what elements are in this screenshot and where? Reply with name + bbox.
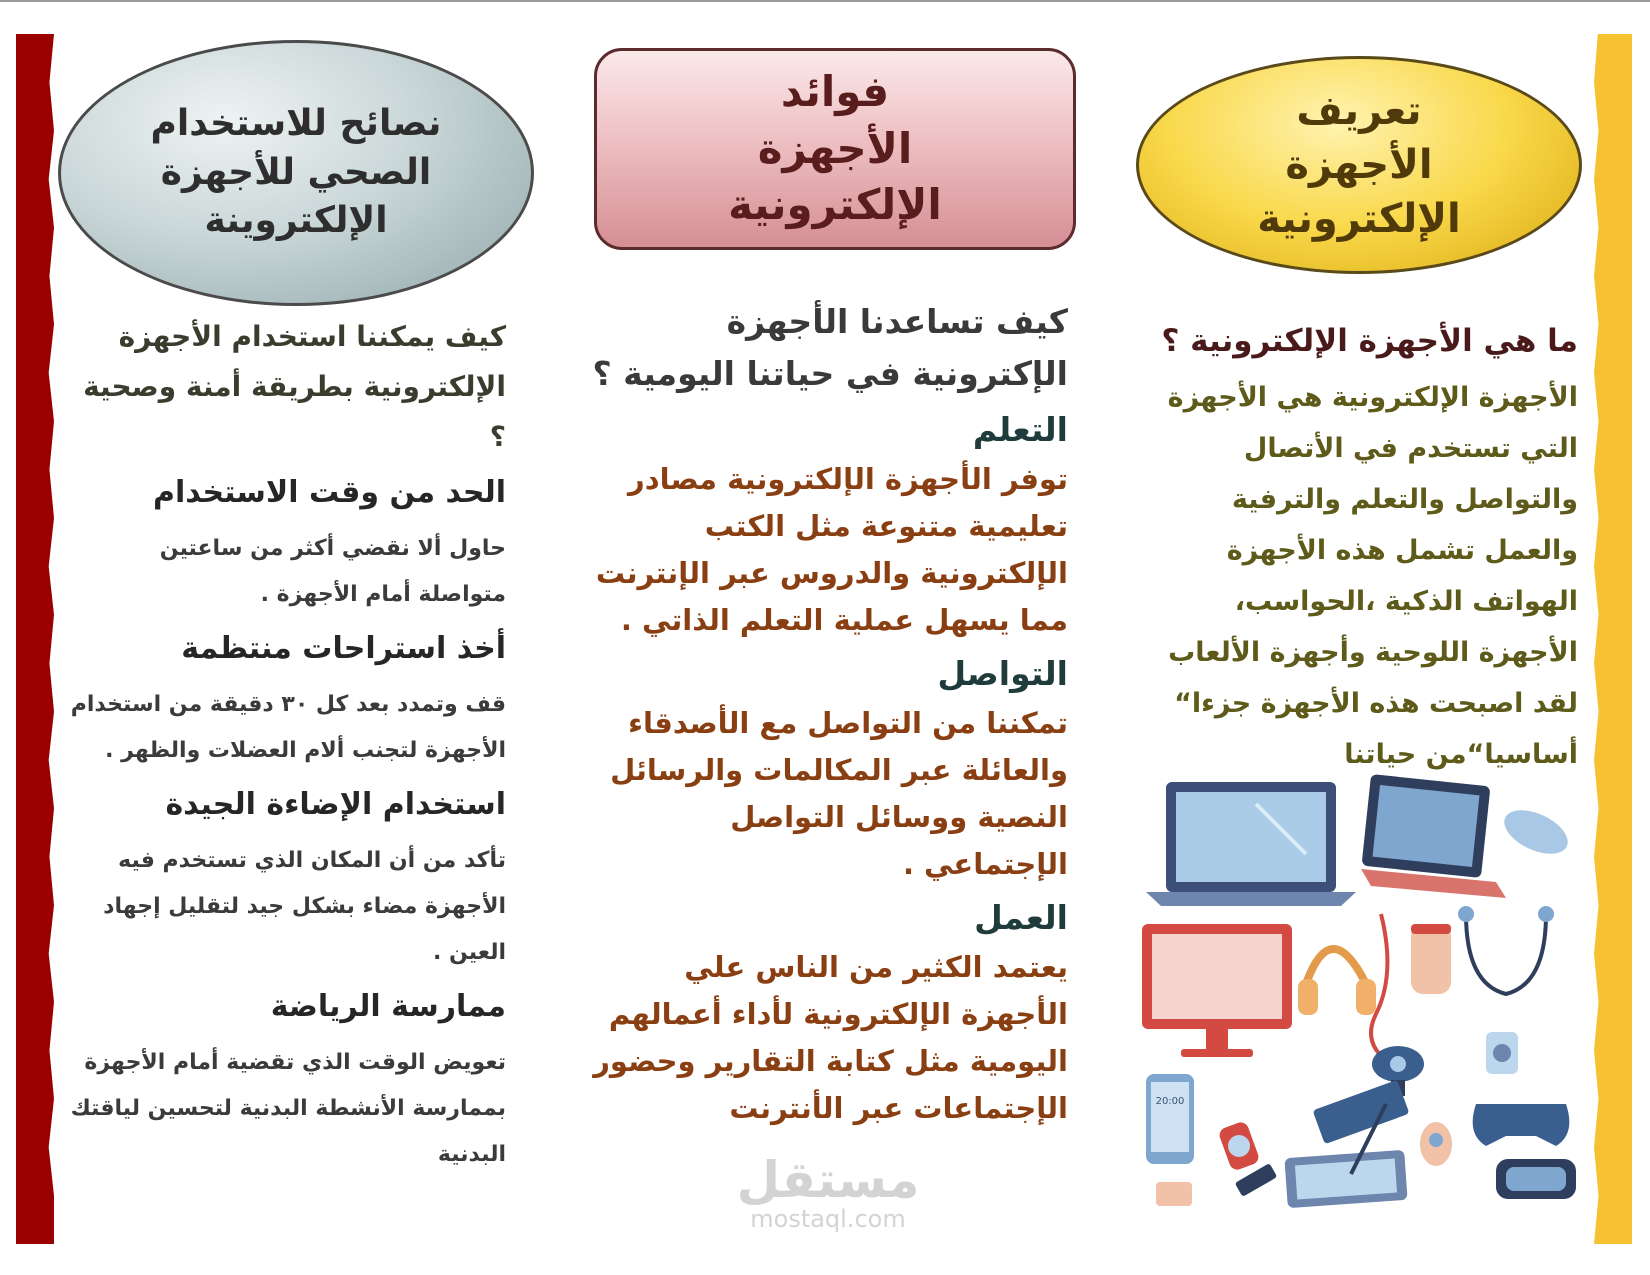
- top-border: [0, 0, 1650, 2]
- projector-icon: [1313, 1080, 1410, 1145]
- benefit-text: توفر الأجهزة الإلكترونية مصادر تعليمية متنوعة مثل الكتب الإلكترونية والدروس عبر الإنترنت مما يسهل عملية التعلم الذاتي .: [595, 462, 1068, 637]
- tip-text: قف وتمدد بعد كل ٣٠ دقيقة من استخدام الأجهزة لتجنب ألام العضلات والظهر .: [70, 692, 506, 763]
- header-device-benefits: [594, 48, 1076, 250]
- tip-heading: الحد من وقت الاستخدام: [152, 475, 506, 510]
- benefits-question: كيف تساعدنا الأجهزة الإكترونية في حياتنا اليومية ؟: [592, 302, 1068, 393]
- phone-time: 20:00: [1155, 1096, 1185, 1107]
- definition-question: ما هي الأجهزة الإلكترونية ؟: [1161, 323, 1578, 359]
- mostaql-watermark: [718, 1151, 938, 1233]
- tip-text: تأكد من أن المكان الذي تستخدم فيه الأجهزة مضاء بشكل جيد لتقليل إجهاد العين .: [103, 848, 506, 965]
- tip-heading: أخذ استراحات منتظمة: [181, 631, 506, 666]
- header-left-title: نصائح للاستخدام الصحي للأجهزة الإلكتروينة: [150, 103, 442, 242]
- tips-column: [66, 312, 506, 1184]
- earphones-icon: [1458, 906, 1554, 994]
- smart-speaker-icon: [1411, 924, 1451, 994]
- tip-heading: استخدام الإضاءة الجيدة: [165, 787, 506, 822]
- watermark-latin: mostaql.com: [750, 1205, 906, 1233]
- game-controller-icon: [1473, 1104, 1570, 1146]
- benefit-heading: العمل: [974, 898, 1068, 937]
- baby-monitor-icon: [1420, 1122, 1452, 1166]
- laptop-icon: [1146, 782, 1356, 906]
- header-right-title: تعريف الأجهزة الإلكترونية: [1257, 88, 1461, 242]
- watermark-arabic: مستقل: [736, 1151, 920, 1209]
- definition-text: الأجهزة الإلكترونية هي الأجهزة التي تستخدم في الأتصال والتواصل والتعلم والترفية والعمل تشمل هذه الأجهزة الهواتف الذكية ،الحواسب، الأجهزة اللوحية وأجهزة الألعاب لقد اصبحت هذه الأجهزة جزءا“ أساسيا“من حياتنا: [1167, 382, 1578, 770]
- monitor-icon: [1142, 924, 1292, 1057]
- benefit-heading: التواصل: [937, 654, 1068, 693]
- benefit-text: يعتمد الكثير من الناس علي الأجهزة الإلكترونية لأداء أعمالهم اليومية مثل كتابة التقارير وحضور الإجتماعات عبر الأنترنت: [593, 950, 1068, 1125]
- tablet-icon: [1361, 774, 1506, 898]
- benefit-heading: التعلم: [972, 410, 1068, 449]
- devices-illustration: [1136, 774, 1586, 1214]
- right-decorative-bar: [1594, 34, 1632, 1244]
- left-decorative-bar: [16, 34, 54, 1244]
- vr-headset-icon: [1496, 1159, 1576, 1199]
- tips-question: كيف يمكننا استخدام الأجهزة الإلكترونية بطريقة أمنة وصحية ؟: [83, 320, 506, 453]
- smartphone-icon: [1146, 1074, 1194, 1164]
- benefit-text: تمكننا من التواصل مع الأصدقاء والعائلة عبر المكالمات والرسائل النصية ووسائل التواصل الإجتماعي .: [610, 706, 1068, 881]
- header-healthy-use-tips: [58, 40, 534, 306]
- tip-text: تعويض الوقت الذي تقضية أمام الأجهزة بممارسة الأنشطة البدنية لتحسين لياقتك البدنية: [70, 1050, 506, 1167]
- smartwatch-icon: [1217, 1120, 1260, 1172]
- tip-text: حاول ألا نقضي أكثر من ساعتين متواصلة أمام الأجهزة .: [159, 536, 506, 607]
- headphones-icon: [1298, 949, 1376, 1015]
- power-bank-icon: [1156, 1182, 1192, 1206]
- definition-column: [1138, 316, 1578, 780]
- benefits-column: [590, 296, 1068, 1136]
- media-player-icon: [1486, 1032, 1518, 1074]
- mouse-icon: [1498, 801, 1575, 862]
- header-middle-title: فوائد الأجهزة الإلكترونية: [728, 66, 942, 230]
- header-device-definition: [1136, 56, 1582, 274]
- tip-heading: ممارسة الرياضة: [270, 989, 506, 1024]
